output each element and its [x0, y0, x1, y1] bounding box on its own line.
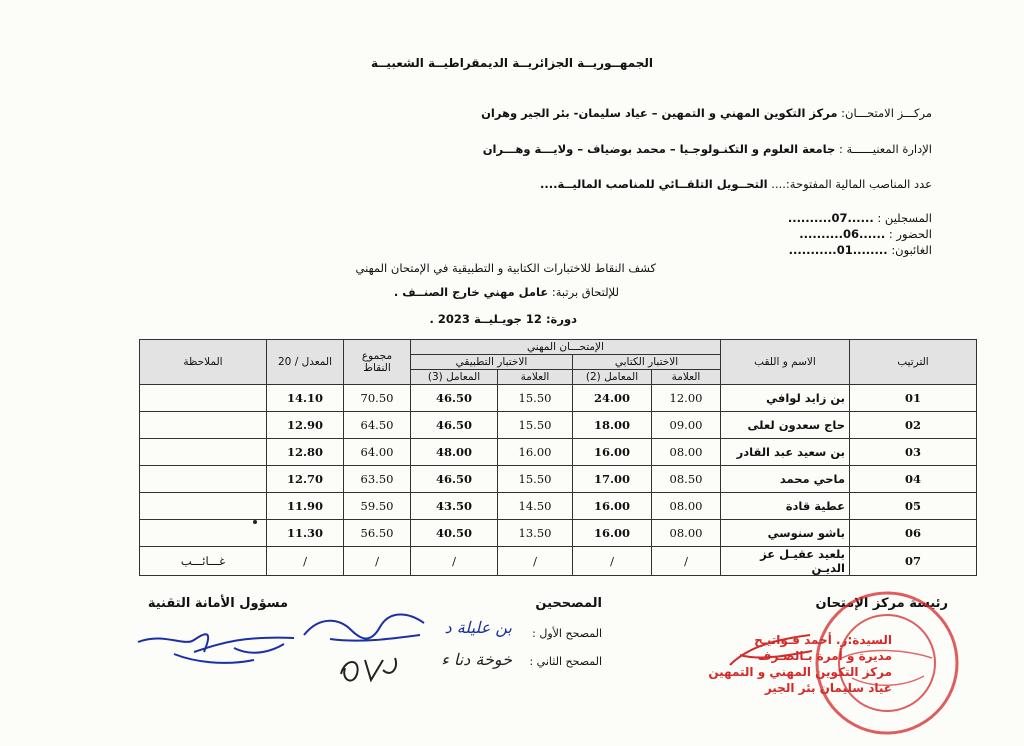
administration-label: الإدارة المعنيــــــة :	[838, 142, 932, 156]
table-row	[140, 412, 977, 439]
header-total: مجموع النقاط	[344, 340, 411, 385]
stamp-line-2: مديرة و أمرة بـالصـرف	[757, 649, 892, 663]
row-average: 11.30	[267, 520, 344, 547]
row-practical-coef: 46.50	[411, 385, 498, 412]
table-row	[140, 547, 977, 576]
absent-label: الغائبون:	[891, 243, 932, 257]
row-total: 63.50	[344, 466, 411, 493]
table-row	[140, 493, 977, 520]
registered-label: المسجلين :	[877, 211, 932, 225]
row-written-mark: 08.00	[652, 520, 721, 547]
open-posts-label: عدد المناصب المالية المفتوحة:....	[771, 177, 932, 191]
row-name: باشو سنوسي	[721, 520, 850, 547]
row-average: 14.10	[267, 385, 344, 412]
row-note	[140, 493, 267, 520]
row-order: 07	[850, 547, 977, 576]
table-row	[140, 385, 977, 412]
row-practical-coef: 43.50	[411, 493, 498, 520]
present-line	[799, 227, 932, 241]
row-name: عطية قادة	[721, 493, 850, 520]
rank-label: للإلتحاق برتبة:	[551, 285, 619, 299]
official-round-stamp	[812, 588, 962, 738]
row-practical-mark: 15.50	[498, 466, 573, 493]
row-average: 11.90	[267, 493, 344, 520]
row-practical-mark: 15.50	[498, 412, 573, 439]
header-exam: الإمتحـــان المهني	[411, 340, 721, 355]
row-practical-coef: /	[411, 547, 498, 576]
header-name: الاسم و اللقب	[721, 340, 850, 385]
row-total: 70.50	[344, 385, 411, 412]
row-written-coef: 16.00	[573, 439, 652, 466]
absent-value: ........01...........	[788, 243, 888, 257]
row-written-coef: 16.00	[573, 493, 652, 520]
open-posts-line	[540, 177, 932, 191]
row-written-coef: /	[573, 547, 652, 576]
header-practical: الاختبار التطبيقي	[411, 355, 573, 370]
header-order: الترتيب	[850, 340, 977, 385]
rank-line	[394, 285, 619, 299]
header-written-coef: المعامل (2)	[573, 370, 652, 385]
tech-secretary-label: مسؤول الأمانة التقنية	[147, 596, 288, 611]
header-practical-coef: المعامل (3)	[411, 370, 498, 385]
row-note	[140, 466, 267, 493]
administration-line	[483, 142, 932, 156]
corrector-1-label: المصحح الأول :	[532, 627, 602, 640]
absent-line	[789, 243, 932, 257]
row-average: 12.80	[267, 439, 344, 466]
tech-signature	[134, 612, 304, 672]
row-written-coef: 16.00	[573, 520, 652, 547]
row-name: بلعيد عقيـل عز الديـن	[721, 547, 850, 576]
header-practical-mark: العلامة	[498, 370, 573, 385]
corrector-1-handwriting: بن عليلة د	[444, 618, 512, 637]
row-written-mark: 12.00	[652, 385, 721, 412]
row-written-mark: 08.00	[652, 439, 721, 466]
row-written-mark: 09.00	[652, 412, 721, 439]
row-written-mark: 08.50	[652, 466, 721, 493]
row-name: بن سعيد عبد القادر	[721, 439, 850, 466]
row-note	[140, 520, 267, 547]
stamp-line-3: مركز التكوين المهني و التمهين	[708, 665, 892, 679]
row-practical-coef: 46.50	[411, 412, 498, 439]
row-note	[140, 439, 267, 466]
corrector-1-signature	[300, 605, 430, 650]
row-total: /	[344, 547, 411, 576]
header-average: المعدل / 20	[267, 340, 344, 385]
row-written-mark: /	[652, 547, 721, 576]
row-total: 64.00	[344, 439, 411, 466]
row-written-mark: 08.00	[652, 493, 721, 520]
row-average: 12.90	[267, 412, 344, 439]
corrector-2-handwriting: خوخة دنا ء	[441, 650, 512, 669]
exam-center-line	[481, 106, 932, 120]
row-average: 12.70	[267, 466, 344, 493]
row-name: حاج سعدون لعلى	[721, 412, 850, 439]
row-written-coef: 24.00	[573, 385, 652, 412]
row-total: 64.50	[344, 412, 411, 439]
row-total: 56.50	[344, 520, 411, 547]
row-practical-coef: 48.00	[411, 439, 498, 466]
center-head-label: رئيسة مركز الإمتحان	[815, 596, 948, 611]
row-order: 05	[850, 493, 977, 520]
registered-value: ......07..........	[787, 211, 874, 225]
header-written: الاختبار الكتابي	[573, 355, 721, 370]
row-practical-mark: 16.00	[498, 439, 573, 466]
row-order: 03	[850, 439, 977, 466]
rank-value: عامل مهني خارج الصنــف .	[393, 285, 549, 299]
correctors-label: المصححين	[535, 596, 602, 611]
ink-dot	[253, 520, 257, 524]
row-practical-coef: 40.50	[411, 520, 498, 547]
row-order: 04	[850, 466, 977, 493]
row-note	[140, 412, 267, 439]
corrector-2-label: المصحح الثاني :	[529, 655, 602, 668]
row-practical-mark: 13.50	[498, 520, 573, 547]
row-practical-mark: /	[498, 547, 573, 576]
row-name: بن زايد لوافي	[721, 385, 850, 412]
session-line: دورة: 12 جويـليــة 2023 .	[429, 312, 577, 326]
stamp-line-4: عياد سليمان بئر الجير	[764, 681, 892, 695]
corrector-2-signature	[335, 650, 405, 690]
stamp-line-1: السيدة:ز. أحمد فـواتيـح	[754, 633, 892, 647]
administration-value: جامعة العلوم و التكنـولوجـيا – محمد بوضياف – ولايـــة وهـــران	[482, 142, 836, 156]
table-row	[140, 439, 977, 466]
header-written-mark: العلامة	[652, 370, 721, 385]
row-written-coef: 18.00	[573, 412, 652, 439]
row-note	[140, 385, 267, 412]
present-label: الحضور :	[888, 227, 932, 241]
row-average: /	[267, 547, 344, 576]
row-order: 06	[850, 520, 977, 547]
row-written-coef: 17.00	[573, 466, 652, 493]
row-order: 01	[850, 385, 977, 412]
exam-center-value: مركز التكوين المهني و التمهين – عياد سليمان- بئر الجير وهران	[481, 106, 838, 120]
table-row	[140, 466, 977, 493]
row-total: 59.50	[344, 493, 411, 520]
row-note: غـــائـــب	[140, 547, 267, 576]
republic-heading: الجمهــوريــة الجزائريــة الديمقراطيــة الشعبيــة	[370, 56, 654, 70]
table-row	[140, 520, 977, 547]
header-note: الملاحظة	[140, 340, 267, 385]
registered-line	[788, 211, 932, 225]
row-name: ماحي محمد	[721, 466, 850, 493]
row-practical-mark: 15.50	[498, 385, 573, 412]
row-practical-mark: 14.50	[498, 493, 573, 520]
open-posts-value: التحــويل التلقــائي للمناصب الماليــة....	[540, 177, 768, 191]
sheet-title: كشف النقاط للاختبارات الكتابية و التطبيقية في الإمتحان المهني	[355, 261, 656, 275]
scores-table	[139, 339, 977, 576]
exam-center-label: مركـــز الامتحـــان:	[841, 106, 932, 120]
row-practical-coef: 46.50	[411, 466, 498, 493]
present-value: ......06..........	[799, 227, 886, 241]
row-order: 02	[850, 412, 977, 439]
